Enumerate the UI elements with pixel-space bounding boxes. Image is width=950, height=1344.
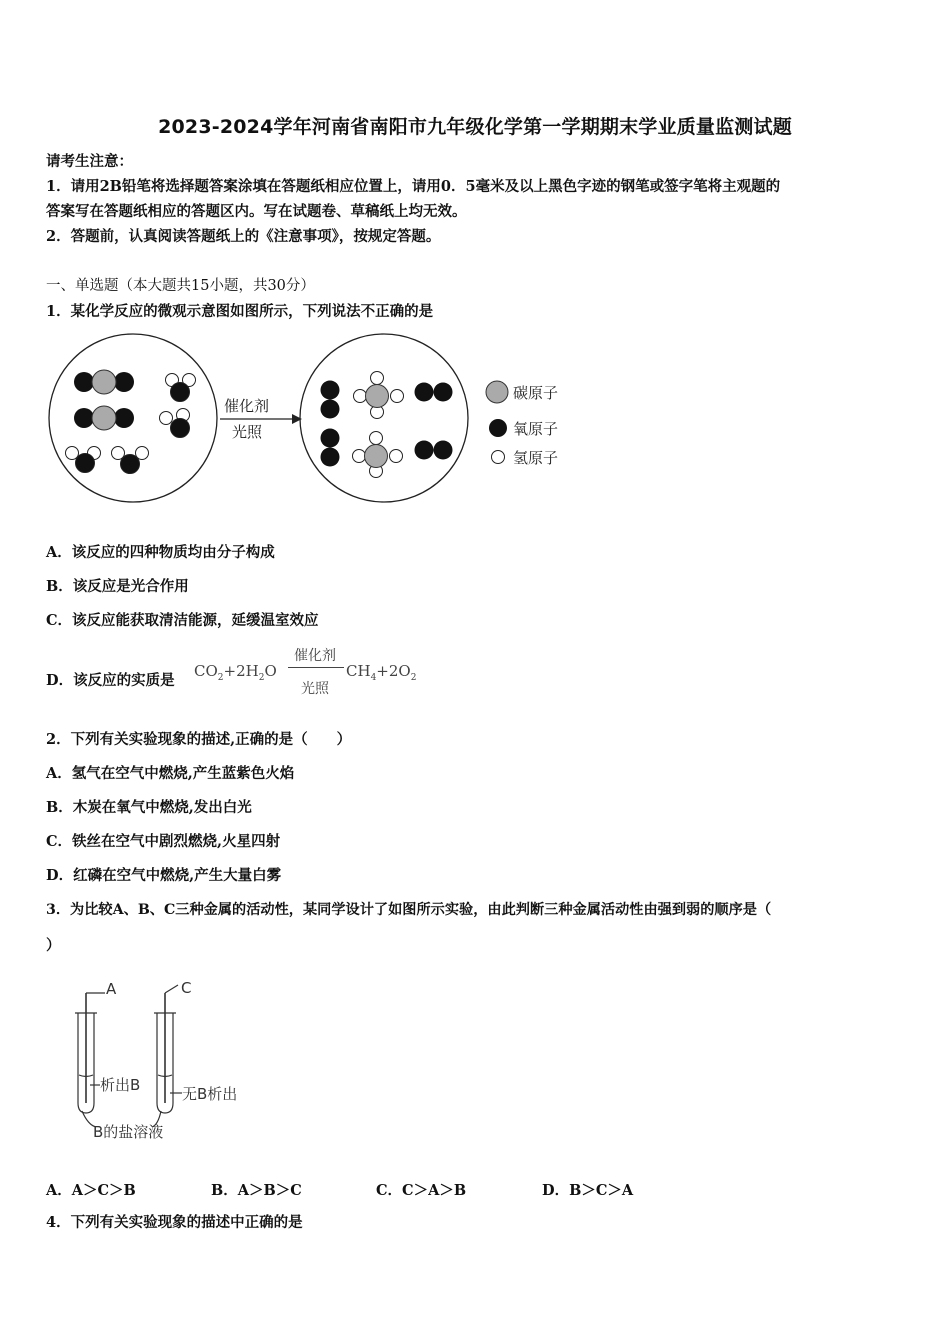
page-title: 2023-2024学年河南省南阳市九年级化学第一学期期末学业质量监测试题 [158,116,792,138]
q3-option-b[interactable]: B．A＞B＞C [211,1182,302,1199]
q1-molecule-diagram [40,330,580,510]
q1-option-b[interactable]: B．该反应是光合作用 [46,578,189,595]
eq-h-sub: 2 [258,673,265,683]
label-b-salt-solution: B的盐溶液 [93,1123,164,1141]
eq-left-sub: 2 [217,673,224,683]
label-metal-c: C [181,979,192,997]
q1-stem: 1．某化学反应的微观示意图如图所示，下列说法不正确的是 [46,303,434,320]
q2-option-c[interactable]: C．铁丝在空气中剧烈燃烧,火星四射 [46,833,281,850]
eq-o: O [264,662,277,680]
legend-carbon [486,381,558,403]
notice-line-2: 2．答题前，认真阅读答题纸上的《注意事项》，按规定答题。 [46,228,441,245]
note-no-precipitate-b: 无B析出 [182,1085,238,1103]
q3-option-a[interactable]: A．A＞C＞B [46,1182,136,1199]
legend-oxygen [489,419,558,438]
note-precipitate-b: 析出B [100,1076,141,1094]
notice-line-1: 1．请用2B铅笔将选择题答案涂填在答题纸相应位置上，请用0．5毫米及以上黑色字迹的钢笔或签字笔将主观题的 [46,178,781,195]
eq-condition-bottom: 光照 [301,681,329,697]
eq-o2-sub: 2 [410,673,417,683]
section-heading: 一、单选题（本大题共15小题，共30分） [46,278,315,294]
eq-condition-top: 催化剂 [294,648,336,664]
q3-test-tube-figure [60,975,280,1150]
legend-carbon-label: 碳原子 [513,384,559,402]
q3-stem: 3．为比较A、B、C三种金属的活动性，某同学设计了如图所示实验，由此判断三种金属活动性由强到弱的顺序是（ [46,902,772,918]
legend-hydrogen [492,449,559,467]
q1-option-d[interactable]: D．该反应的实质是 [46,672,175,689]
eq-plus1: +2H [223,662,259,680]
eq-condition-line [288,667,344,668]
products-circle [300,334,468,502]
q1-option-c[interactable]: C．该反应能获取清洁能源，延缓温室效应 [46,612,319,629]
eq-left: CO [194,662,218,680]
q2-option-a[interactable]: A．氢气在空气中燃烧,产生蓝紫色火焰 [46,765,295,782]
q1-option-a[interactable]: A．该反应的四种物质均由分子构成 [46,544,275,561]
eq-right: CH [346,662,371,680]
q2-option-d[interactable]: D．红磷在空气中燃烧,产生大量白雾 [46,867,282,884]
q3-option-d[interactable]: D．B＞C＞A [542,1182,634,1199]
eq-plus2: +2O [376,662,411,680]
legend-hydrogen-label: 氢原子 [513,449,559,467]
q4-stem: 4．下列有关实验现象的描述中正确的是 [46,1214,303,1231]
q2-stem: 2．下列有关实验现象的描述,正确的是（ ） [46,731,352,748]
arrow-condition-top: 催化剂 [224,397,270,415]
eq-right-sub: 4 [370,673,377,683]
co2-molecule-1 [74,370,134,394]
co2-molecule-2 [74,406,134,430]
q3-stem-end: ） [46,937,61,954]
notice-heading: 请考生注意： [46,153,133,170]
label-metal-a: A [106,980,117,998]
notice-line-1b: 答案写在答题纸相应的答题区内。写在试题卷、草稿纸上均无效。 [46,203,467,220]
q3-option-c[interactable]: C．C＞A＞B [376,1182,467,1199]
arrow-condition-bottom: 光照 [232,423,263,441]
q2-option-b[interactable]: B．木炭在氧气中燃烧,发出白光 [46,799,252,816]
legend-oxygen-label: 氧原子 [513,420,559,438]
